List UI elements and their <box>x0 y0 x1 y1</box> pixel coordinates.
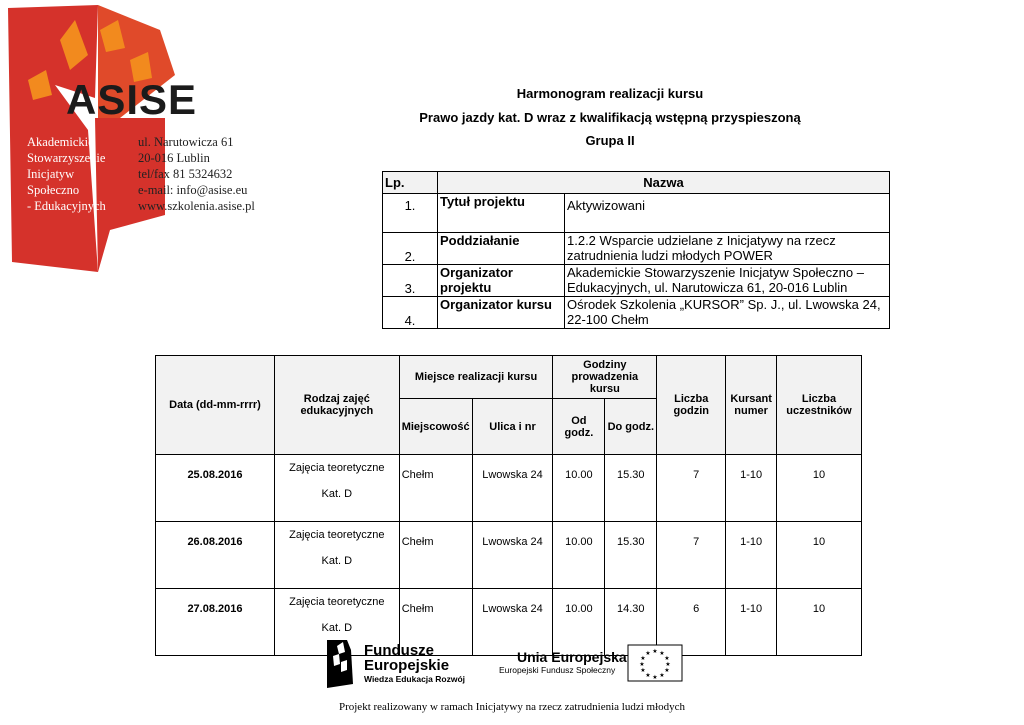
svg-text:★: ★ <box>640 655 646 662</box>
table-header-row <box>383 172 890 194</box>
cell-locality: Chełm <box>399 522 472 589</box>
cell-participants: 10 <box>776 522 861 589</box>
ue-title: Unia Europejska <box>517 649 627 665</box>
fe-title-line: Fundusze <box>364 642 434 659</box>
cell-locality: Chełm <box>399 589 472 656</box>
svg-text:★: ★ <box>639 661 645 668</box>
project-info-table <box>382 171 890 329</box>
footer-note: Projekt realizowany w ramach Inicjatywy na rzecz zatrudnienia ludzi młodych <box>338 701 686 713</box>
header-type: Rodzaj zajęć edukacyjnych <box>274 356 399 455</box>
row-label: Poddziałanie <box>438 233 565 265</box>
header-name: Nazwa <box>438 172 890 194</box>
address-line: tel/fax 81 5324632 <box>138 167 233 181</box>
type-line: Zajęcia teoretyczne <box>289 596 385 608</box>
document-subtitle: Prawo jazdy kat. D wraz z kwalifikacją wstępną przyspieszoną <box>419 110 801 125</box>
org-line: Inicjatyw <box>27 167 75 181</box>
type-line: Zajęcia teoretyczne <box>289 462 385 474</box>
type-line: Kat. D <box>321 622 353 634</box>
address-line: www.szkolenia.asise.pl <box>138 199 255 213</box>
row-value: 1.2.2 Wsparcie udzielane z Inicjatywy na rzecz zatrudnienia ludzi młodych POWER <box>565 233 890 265</box>
row-label: Tytuł projektu <box>438 194 565 233</box>
cell-type <box>274 455 399 522</box>
cell-date: 25.08.2016 <box>156 455 275 522</box>
svg-text:★: ★ <box>659 672 665 679</box>
cell-to: 15.30 <box>605 522 657 589</box>
org-line: Społeczno <box>27 183 80 197</box>
cell-date: 26.08.2016 <box>156 522 275 589</box>
cell-type <box>274 522 399 589</box>
fe-title <box>364 643 449 673</box>
header-place: Miejsce realizacji kursu <box>399 356 553 399</box>
header-hours-count: Liczba godzin <box>657 356 726 455</box>
row-label: Organizator kursu <box>438 297 565 329</box>
table-row <box>383 297 890 329</box>
cell-from: 10.00 <box>553 522 605 589</box>
type-line: Kat. D <box>321 488 353 500</box>
document-title: Harmonogram realizacji kursu <box>516 86 704 101</box>
header-hours-group: Godziny prowadzenia kursu <box>553 356 657 399</box>
row-value: Aktywizowani <box>565 194 890 233</box>
svg-text:★: ★ <box>645 650 651 657</box>
table-row <box>383 233 890 265</box>
svg-text:★: ★ <box>645 672 651 679</box>
cell-to: 15.30 <box>605 455 657 522</box>
cell-to: 14.30 <box>605 589 657 656</box>
fundusze-europejskie-icon <box>327 640 353 688</box>
type-line: Kat. D <box>321 555 353 567</box>
cell-street: Lwowska 24 <box>472 455 553 522</box>
address-line: ul. Narutowicza 61 <box>138 135 234 149</box>
cell-participants: 10 <box>776 589 861 656</box>
header-to: Do godz. <box>605 399 657 455</box>
logo-org-name <box>27 134 106 214</box>
cell-date: 27.08.2016 <box>156 589 275 656</box>
group-label: Grupa II <box>585 133 635 148</box>
org-line: - Edukacyjnych <box>27 199 106 213</box>
header-participants: Liczba uczestników <box>776 356 861 455</box>
table-row <box>383 265 890 297</box>
type-line: Zajęcia teoretyczne <box>289 529 385 541</box>
svg-text:★: ★ <box>652 648 658 655</box>
org-line: Stowarzyszenie <box>27 151 106 165</box>
cell-from: 10.00 <box>553 455 605 522</box>
svg-text:★: ★ <box>659 650 665 657</box>
cell-from: 10.00 <box>553 589 605 656</box>
org-line: Akademickie <box>27 135 94 149</box>
header-from: Od godz. <box>553 399 605 455</box>
row-number: 2. <box>383 233 438 265</box>
row-value: Ośrodek Szkolenia „KURSOR” Sp. J., ul. Lwowska 24, 22-100 Chełm <box>565 297 890 329</box>
cell-street: Lwowska 24 <box>472 589 553 656</box>
address-line: e-mail: info@asise.eu <box>138 183 248 197</box>
logo-wordmark: ASISE <box>66 76 198 123</box>
table-row <box>156 522 862 589</box>
row-number: 3. <box>383 265 438 297</box>
logo-address <box>138 134 255 214</box>
svg-text:★: ★ <box>652 674 658 681</box>
address-line: 20-016 Lublin <box>138 151 210 165</box>
header-date: Data (dd-mm-rrrr) <box>156 356 275 455</box>
row-number: 4. <box>383 297 438 329</box>
svg-text:★: ★ <box>640 667 646 674</box>
row-value: Akademickie Stowarzyszenie Inicjatyw Społeczno – Edukacyjnych, ul. Narutowicza 61, 20-016 Lublin <box>565 265 890 297</box>
cell-hours: 6 <box>657 589 726 656</box>
svg-text:★: ★ <box>664 667 670 674</box>
svg-text:★: ★ <box>664 655 670 662</box>
fe-subtitle: Wiedza Edukacja Rozwój <box>364 674 465 684</box>
svg-text:★: ★ <box>665 661 671 668</box>
header-lp: Lp. <box>383 172 438 194</box>
header-street: Ulica i nr <box>472 399 553 455</box>
cell-street: Lwowska 24 <box>472 522 553 589</box>
cell-trainee: 1-10 <box>726 522 777 589</box>
cell-hours: 7 <box>657 522 726 589</box>
schedule-header-row <box>156 356 862 399</box>
header-trainee: Kursant numer <box>726 356 777 455</box>
fe-title-line: Europejskie <box>364 657 450 674</box>
eu-flag-icon <box>628 645 682 681</box>
table-row <box>383 194 890 233</box>
cell-hours: 7 <box>657 455 726 522</box>
cell-locality: Chełm <box>399 455 472 522</box>
header-locality: Miejscowość <box>399 399 472 455</box>
cell-participants: 10 <box>776 455 861 522</box>
cell-trainee: 1-10 <box>726 455 777 522</box>
row-number: 1. <box>383 194 438 233</box>
cell-trainee: 1-10 <box>726 589 777 656</box>
row-label: Organizator projektu <box>438 265 565 297</box>
ue-subtitle: Europejski Fundusz Społeczny <box>499 665 616 675</box>
table-row <box>156 455 862 522</box>
